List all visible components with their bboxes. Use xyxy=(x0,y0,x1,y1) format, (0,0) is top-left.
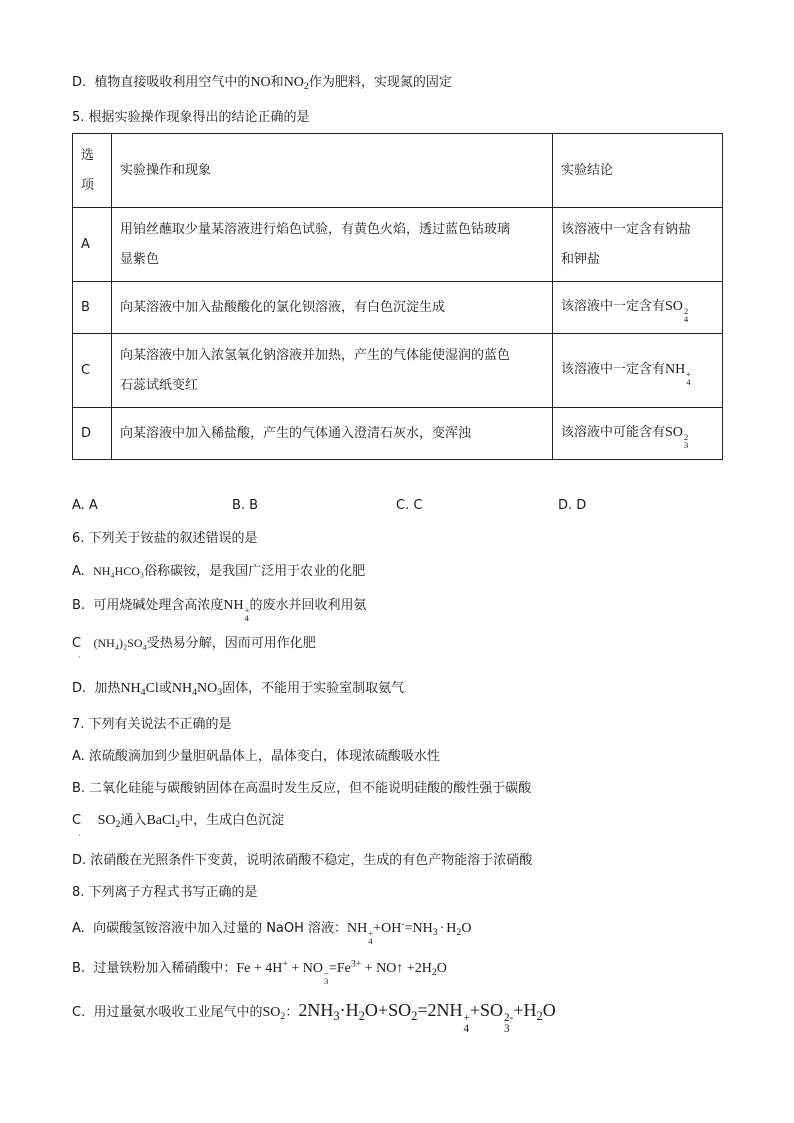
eq-operator: = xyxy=(404,921,413,936)
formula-subscript: 2 xyxy=(115,818,121,830)
ion-charge: + xyxy=(244,604,250,615)
q8-option-b xyxy=(72,960,447,985)
eq-term: O+SO xyxy=(364,1000,412,1020)
q6-option-a xyxy=(72,562,365,581)
option-text-end: 中，生成白色沉淀 xyxy=(180,813,285,828)
ion-subscript: 4 xyxy=(683,313,689,324)
ion-sulfite xyxy=(665,424,689,450)
ion-charge: 2 xyxy=(683,431,689,442)
formula-so2 xyxy=(263,1005,286,1020)
ion-base: NH xyxy=(665,361,686,377)
q5-table xyxy=(72,133,723,460)
formula-subscript: 2 xyxy=(358,1008,365,1023)
row-conclusion xyxy=(553,408,723,460)
formula-base: NO xyxy=(283,75,304,90)
row-conclusion xyxy=(553,208,723,282)
row-conclusion-line1: 该溶液中一定含有钠盐 xyxy=(561,221,692,237)
row-operation xyxy=(112,208,553,282)
table-row xyxy=(73,208,723,282)
eq-term: O xyxy=(461,921,472,936)
ion-subscript: 3 xyxy=(504,1022,510,1035)
conjunction: 或 xyxy=(158,681,172,696)
ion-charge: 3+ xyxy=(350,958,362,970)
option-text-end: 的废水并回收利用氨 xyxy=(249,598,367,613)
ionic-equation-b xyxy=(236,958,447,987)
option-text: 俗称碳铵，是我国广泛用于农业的化肥 xyxy=(144,564,366,579)
header-option xyxy=(73,134,112,208)
punctuation: ： xyxy=(285,1005,299,1020)
row-operation-line1: 向某溶液中加入浓氢氧化钠溶液并加热，产生的气体能使湿润的蓝色 xyxy=(120,347,511,363)
row-conclusion-text: 该溶液中一定含有 xyxy=(561,298,666,314)
formula-ammonium-chloride xyxy=(120,681,158,696)
ion-ammonium xyxy=(223,598,250,624)
choice-a: A. A xyxy=(72,498,98,513)
eq-term: O xyxy=(436,961,447,976)
table-row xyxy=(73,334,723,408)
dot-mark: · xyxy=(78,831,81,840)
option-text-end: 作为肥料，实现氮的固定 xyxy=(308,75,452,90)
row-conclusion-line2: 和钾盐 xyxy=(561,251,601,267)
option-label: D. xyxy=(72,75,87,90)
eq-term: =Fe xyxy=(328,961,351,976)
q8-title: 8. 下列离子方程式书写正确的是 xyxy=(72,885,258,900)
ion-scripts xyxy=(686,370,691,387)
formula-subscript: 3 xyxy=(432,926,438,938)
option-text: 通入 xyxy=(120,813,147,828)
header-operation: 实验操作和现象 xyxy=(112,134,553,208)
ion-charge: 2 xyxy=(683,305,689,316)
q4-option-d xyxy=(72,74,452,92)
eq-operator: · xyxy=(439,921,445,936)
ionic-equation-a xyxy=(347,918,472,947)
ionic-equation-c xyxy=(298,1000,556,1035)
formula-subscript: 3 xyxy=(333,1008,340,1023)
ion-charge: + xyxy=(368,927,374,938)
choice-b: B. B xyxy=(232,498,259,513)
option-label: C xyxy=(72,636,82,651)
header-option-line1: 选 xyxy=(81,147,95,163)
option-label: B. xyxy=(72,598,86,613)
formula-base: NH xyxy=(171,681,193,696)
ion-charge: − xyxy=(324,967,329,978)
row-option: C xyxy=(73,334,112,408)
q5-title: 5. 根据实验操作现象得出的结论正确的是 xyxy=(72,110,310,125)
ion-subscript: 3 xyxy=(324,976,329,987)
option-text-end: 固体，不能用于实验室制取氨气 xyxy=(222,681,405,696)
option-text: 加热 xyxy=(94,681,121,696)
option-text: 过量铁粉加入稀硝酸中： xyxy=(93,961,237,976)
formula-subscript: 2 xyxy=(411,1008,418,1023)
table-row xyxy=(73,408,723,460)
row-operation-line1: 用铂丝蘸取少量某溶液进行焰色试验，有黄色火焰，透过蓝色钴玻璃 xyxy=(120,221,511,237)
ion-base: NH xyxy=(223,598,244,613)
eq-term: OH xyxy=(381,921,402,936)
formula-tail: NO xyxy=(196,681,218,696)
eq-term: NH xyxy=(412,921,433,936)
ion-subscript: 4 xyxy=(244,613,249,624)
ion-charge: - xyxy=(401,918,405,930)
ion-scripts xyxy=(504,1013,513,1034)
q7-option-c xyxy=(72,812,284,830)
q7-option-a: A. 浓硫酸滴加到少量胆矾晶体上，晶体变白，体现浓硫酸吸水性 xyxy=(72,749,440,764)
option-text: 向碳酸氢铵溶液中加入过量的 NaOH 溶液： xyxy=(93,921,348,936)
row-conclusion-text: 该溶液中可能含有 xyxy=(561,424,666,440)
ion-sulfate xyxy=(665,298,689,324)
eq-term: H xyxy=(446,921,457,936)
option-label: B. xyxy=(72,961,86,976)
formula-subscript: 3 xyxy=(217,686,223,698)
formula-tail: Cl xyxy=(145,681,159,696)
ion-charge: + xyxy=(686,368,692,379)
ion-subscript: 4 xyxy=(463,1022,470,1035)
option-text: 受热易分解，因而可用作化肥 xyxy=(146,636,316,651)
ion-scripts xyxy=(684,433,688,450)
formula-subscript: 2 xyxy=(456,926,462,938)
ion-subscript: 4 xyxy=(686,376,691,387)
q7-option-b: B. 二氧化硅能与碳酸钠固体在高温时发生反应，但不能说明硅酸的酸性强于碳酸 xyxy=(72,781,532,796)
table-row xyxy=(73,282,723,334)
formula-ammonium-bicarbonate: NH₄HCO₃ xyxy=(93,564,145,578)
ion-subscript: 3 xyxy=(683,439,689,450)
row-option: D xyxy=(73,408,112,460)
row-operation: 向某溶液中加入稀盐酸，产生的气体通入澄清石灰水，变浑浊 xyxy=(112,408,553,460)
row-conclusion-text: 该溶液中一定含有 xyxy=(561,361,666,377)
formula-bacl2 xyxy=(146,813,180,828)
formula-subscript: 2 xyxy=(280,1010,286,1022)
row-operation: 向某溶液中加入盐酸酸化的氯化钡溶液，有白色沉淀生成 xyxy=(112,282,553,334)
formula-ammonium-nitrate xyxy=(172,681,222,696)
option-label: D. xyxy=(72,681,87,696)
formula-subscript: 2 xyxy=(175,818,181,830)
eq-term: O xyxy=(542,1000,556,1020)
row-operation-line2: 显紫色 xyxy=(120,251,160,267)
q6-title: 6. 下列关于铵盐的叙述错误的是 xyxy=(72,531,258,546)
formula-so2 xyxy=(98,813,121,828)
eq-term: =2NH xyxy=(417,1000,463,1020)
option-text: 可用烧碱处理含高浓度 xyxy=(93,598,224,613)
ion-scripts xyxy=(684,307,688,324)
eq-term: +SO xyxy=(469,1000,504,1020)
eq-operator: + xyxy=(373,921,382,936)
formula-no2 xyxy=(284,75,309,90)
option-label: A. xyxy=(72,564,85,579)
q6-option-c xyxy=(72,634,316,653)
conjunction: 和 xyxy=(270,75,284,90)
eq-term: NH xyxy=(347,921,368,936)
q8-option-a xyxy=(72,920,471,945)
choice-d: D. D xyxy=(558,498,587,513)
eq-term: 2NH xyxy=(298,1000,334,1020)
header-conclusion: 实验结论 xyxy=(553,134,723,208)
option-label: C. xyxy=(72,1005,86,1020)
option-label: A. xyxy=(72,921,85,936)
eq-term: Fe + 4H xyxy=(236,961,283,976)
ion-subscript: 4 xyxy=(368,936,373,947)
ion-charge: 2- xyxy=(504,1012,514,1025)
row-operation-line2: 石蕊试纸变红 xyxy=(120,377,199,393)
header-option-line2: 项 xyxy=(81,177,95,193)
ion-charge: + xyxy=(463,1012,470,1025)
formula-base: NH xyxy=(120,681,141,696)
eq-term: + NO↑ +2H xyxy=(361,961,432,976)
row-option: A xyxy=(73,208,112,282)
formula-no: NO xyxy=(250,75,271,90)
formula-base: SO xyxy=(262,1005,281,1020)
formula-subscript: 4 xyxy=(140,686,146,698)
q5-choices xyxy=(72,498,722,516)
ion-ammonium xyxy=(665,361,692,387)
formula-base: BaCl xyxy=(146,813,176,828)
ion-charge: + xyxy=(282,958,288,970)
q7-title: 7. 下列有关说法不正确的是 xyxy=(72,717,232,732)
row-conclusion xyxy=(553,282,723,334)
row-operation xyxy=(112,334,553,408)
formula-subscript: 2 xyxy=(303,80,309,92)
ion-base: SO xyxy=(665,424,683,440)
eq-term: +H xyxy=(513,1000,537,1020)
option-text: 用过量氨水吸收工业尾气中的 xyxy=(93,1005,263,1020)
formula-subscript: 4 xyxy=(192,686,197,698)
q6-option-d xyxy=(72,680,404,698)
row-option: B xyxy=(73,282,112,334)
formula-base: SO xyxy=(97,813,116,828)
formula-ammonium-sulfate: (NH₄)₂SO₄ xyxy=(93,636,147,650)
ion-base: SO xyxy=(665,298,683,314)
dot-mark: · xyxy=(78,653,81,662)
formula-subscript: 2 xyxy=(431,966,437,978)
eq-term: ·H xyxy=(339,1000,359,1020)
q6-option-b xyxy=(72,597,367,622)
table-header-row xyxy=(73,134,723,208)
option-text: 植物直接吸收利用空气中的 xyxy=(94,75,251,90)
choice-c: C. C xyxy=(396,498,423,513)
eq-term: + NO xyxy=(287,961,324,976)
q8-option-c xyxy=(72,1001,556,1034)
row-conclusion xyxy=(553,334,723,408)
q7-option-d: D. 浓硝酸在光照条件下变黄，说明浓硝酸不稳定，生成的有色产物能溶于浓硝酸 xyxy=(72,853,533,868)
formula-subscript: 2 xyxy=(536,1008,543,1023)
option-label: C xyxy=(72,813,82,828)
